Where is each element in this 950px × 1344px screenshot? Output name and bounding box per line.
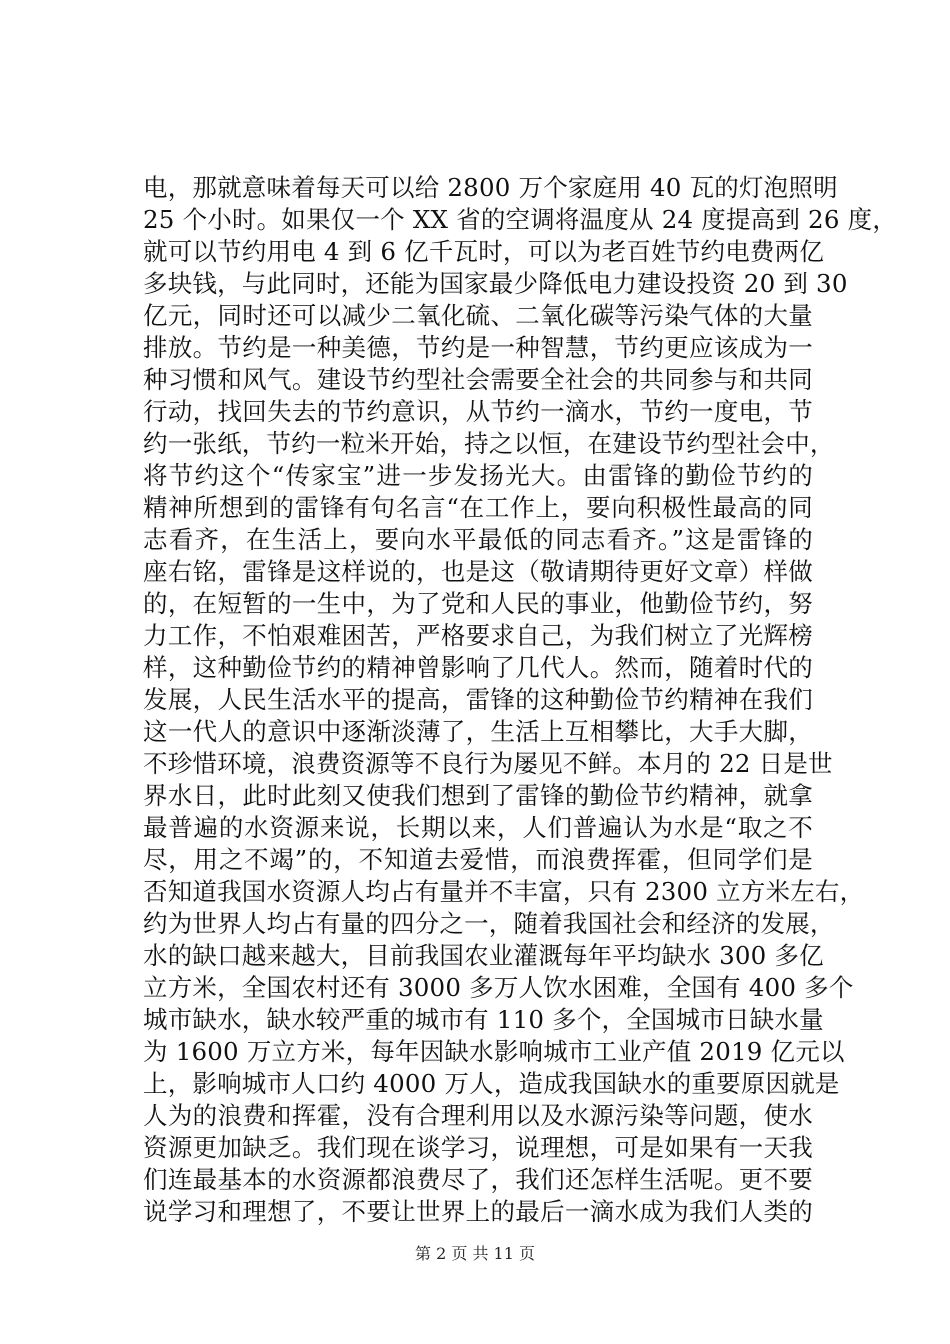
text-line: 电，那就意味着每天可以给 2800 万个家庭用 40 瓦的灯泡照明 <box>143 173 838 202</box>
text-line: 立方米，全国农村还有 3000 多万人饮水困难，全国有 400 多个 <box>143 973 854 1002</box>
text-line: 最普遍的水资源来说，长期以来，人们普遍认为水是“取之不 <box>143 813 813 842</box>
text-line: 排放。节约是一种美德，节约是一种智慧，节约更应该成为一 <box>143 333 813 362</box>
body-text <box>143 172 898 1228</box>
text-line: 为 1600 万立方米，每年因缺水影响城市工业产值 2019 亿元以 <box>143 1037 845 1066</box>
page-footer: 第 2 页 共 11 页 <box>415 1244 535 1263</box>
text-line: 水的缺口越来越大，目前我国农业灌溉每年平均缺水 300 多亿 <box>143 941 824 970</box>
text-line: 否知道我国水资源人均占有量并不丰富，只有 2300 立方米左右， <box>143 877 865 906</box>
text-line: 多块钱，与此同时，还能为国家最少降低电力建设投资 20 到 30 <box>143 269 848 298</box>
text-line: 25 个小时。如果仅一个 XX 省的空调将温度从 24 度提高到 26 度， <box>143 205 898 234</box>
text-line: 样，这种勤俭节约的精神曾影响了几代人。然而，随着时代的 <box>143 653 813 682</box>
text-line: 将节约这个“传家宝”进一步发扬光大。由雷锋的勤俭节约的 <box>143 461 813 490</box>
text-line: 尽，用之不竭”的，不知道去爱惜，而浪费挥霍，但同学们是 <box>143 845 813 874</box>
text-line: 力工作，不怕艰难困苦，严格要求自己，为我们树立了光辉榜 <box>143 621 813 650</box>
text-line: 约为世界人均占有量的四分之一，随着我国社会和经济的发展， <box>143 909 835 938</box>
text-line: 的，在短暂的一生中，为了党和人民的事业，他勤俭节约，努 <box>143 589 813 618</box>
text-line: 约一张纸，节约一粒米开始，持之以恒，在建设节约型社会中， <box>143 429 835 458</box>
text-line: 人为的浪费和挥霍，没有合理利用以及水源污染等问题，使水 <box>143 1101 813 1130</box>
text-line: 亿元，同时还可以减少二氧化硫、二氧化碳等污染气体的大量 <box>143 301 813 330</box>
text-line: 精神所想到的雷锋有句名言“在工作上，要向积极性最高的同 <box>143 493 813 522</box>
text-line: 们连最基本的水资源都浪费尽了，我们还怎样生活呢。更不要 <box>143 1165 813 1194</box>
text-line: 上，影响城市人口约 4000 万人，造成我国缺水的重要原因就是 <box>143 1069 840 1098</box>
text-line: 城市缺水，缺水较严重的城市有 110 多个，全国城市日缺水量 <box>143 1005 824 1034</box>
text-line: 不珍惜环境，浪费资源等不良行为屡见不鲜。本月的 22 日是世 <box>143 749 833 778</box>
text-line: 资源更加缺乏。我们现在谈学习，说理想，可是如果有一天我 <box>143 1133 813 1162</box>
text-line: 这一代人的意识中逐渐淡薄了，生活上互相攀比，大手大脚， <box>143 717 813 746</box>
text-line: 种习惯和风气。建设节约型社会需要全社会的共同参与和共同 <box>143 365 813 394</box>
text-line: 发展，人民生活水平的提高，雷锋的这种勤俭节约精神在我们 <box>143 685 813 714</box>
text-line: 座右铭，雷锋是这样说的，也是这（敬请期待更好文章）样做 <box>143 557 813 586</box>
text-line: 行动，找回失去的节约意识，从节约一滴水，节约一度电，节 <box>143 397 813 426</box>
text-line: 界水日，此时此刻又使我们想到了雷锋的勤俭节约精神，就拿 <box>143 781 813 810</box>
text-line: 就可以节约用电 4 到 6 亿千瓦时，可以为老百姓节约电费两亿 <box>143 237 825 266</box>
text-line: 说学习和理想了，不要让世界上的最后一滴水成为我们人类的 <box>143 1197 813 1226</box>
text-line: 志看齐，在生活上，要向水平最低的同志看齐。”这是雷锋的 <box>143 525 813 554</box>
